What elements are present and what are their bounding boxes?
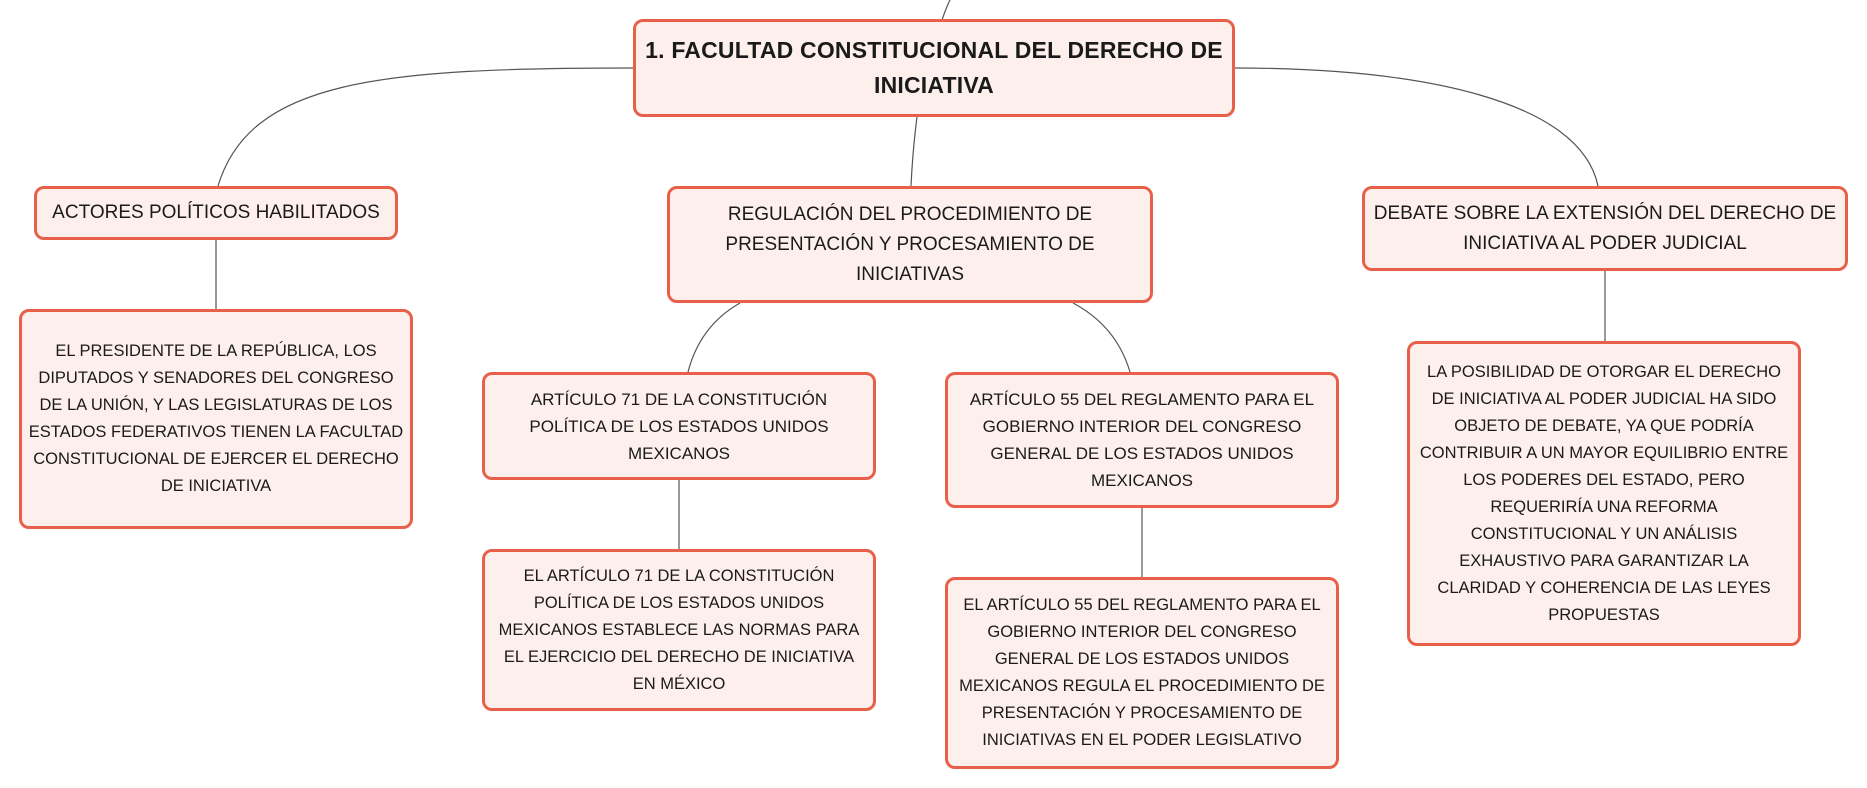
connector-root-to-parent [942,0,950,20]
connector-root-to-regulacion [911,117,917,186]
branch-regulacion-label: REGULACIÓN DEL PROCEDIMIENTO DE PRESENTACIÓN Y PROCESAMIENTO DE INICIATIVAS [725,203,1095,285]
connector-root-to-debate [1234,68,1598,186]
debate-detail-node[interactable] [1407,341,1801,646]
articulo-71-detail-text: EL ARTÍCULO 71 DE LA CONSTITUCIÓN POLÍTICA DE LOS ESTADOS UNIDOS MEXICANOS ESTABLECE LAS NORMAS PARA EL EJERCICIO DEL DERECHO DE INICIATIVA EN MÉXICO [498,566,860,693]
root-node[interactable] [633,19,1235,117]
branch-debate-node[interactable] [1362,186,1848,271]
connector-root-to-actores [218,68,634,186]
root-node-label: 1. FACULTAD CONSTITUCIONAL DEL DERECHO DE INICIATIVA [645,37,1223,98]
actores-detail-node[interactable] [19,309,413,529]
articulo-55-node[interactable] [945,372,1339,508]
articulo-55-detail-text: EL ARTÍCULO 55 DEL REGLAMENTO PARA EL GOBIERNO INTERIOR DEL CONGRESO GENERAL DE LOS ESTADOS UNIDOS MEXICANOS REGULA EL PROCEDIMIENTO DE PRESENTACIÓN Y PROCESAMIENTO DE INICIATIVAS EN EL PODER LEGISLATIVO [959,596,1325,749]
articulo-55-label: ARTÍCULO 55 DEL REGLAMENTO PARA EL GOBIERNO INTERIOR DEL CONGRESO GENERAL DE LOS ESTADOS UNIDOS MEXICANOS [969,390,1315,490]
branch-actores-node[interactable] [34,186,398,240]
connector-regulacion-to-art55 [1073,303,1130,372]
branch-debate-label: DEBATE SOBRE LA EXTENSIÓN DEL DERECHO DE INICIATIVA AL PODER JUDICIAL [1373,202,1837,254]
branch-actores-label: ACTORES POLÍTICOS HABILITADOS [52,202,380,223]
articulo-71-label: ARTÍCULO 71 DE LA CONSTITUCIÓN POLÍTICA DE LOS ESTADOS UNIDOS MEXICANOS [529,389,829,463]
branch-regulacion-node[interactable] [667,186,1153,303]
connector-regulacion-to-art71 [688,303,740,372]
actores-detail-text: EL PRESIDENTE DE LA REPÚBLICA, LOS DIPUTADOS Y SENADORES DEL CONGRESO DE LA UNIÓN, Y LAS LEGISLATURAS DE LOS ESTADOS FEDERATIVOS TIENEN LA FACULTAD CONSTITUCIONAL DE EJERCER EL DERECHO DE INICIATIVA [28,342,404,495]
articulo-71-node[interactable] [482,372,876,480]
articulo-55-detail-node[interactable] [945,577,1339,769]
debate-detail-text: LA POSIBILIDAD DE OTORGAR EL DERECHO DE INICIATIVA AL PODER JUDICIAL HA SIDO OBJETO DE DEBATE, YA QUE PODRÍA CONTRIBUIR A UN MAYOR EQUILIBRIO ENTRE LOS PODERES DEL ESTADO, PERO REQUERIRÍA UNA REFORMA CONSTITUCIONAL Y UN ANÁLISIS EXHAUSTIVO PARA GARANTIZAR LA CLARIDAD Y COHERENCIA DE LAS LEYES PROPUESTAS [1419,362,1789,624]
articulo-71-detail-node[interactable] [482,549,876,711]
